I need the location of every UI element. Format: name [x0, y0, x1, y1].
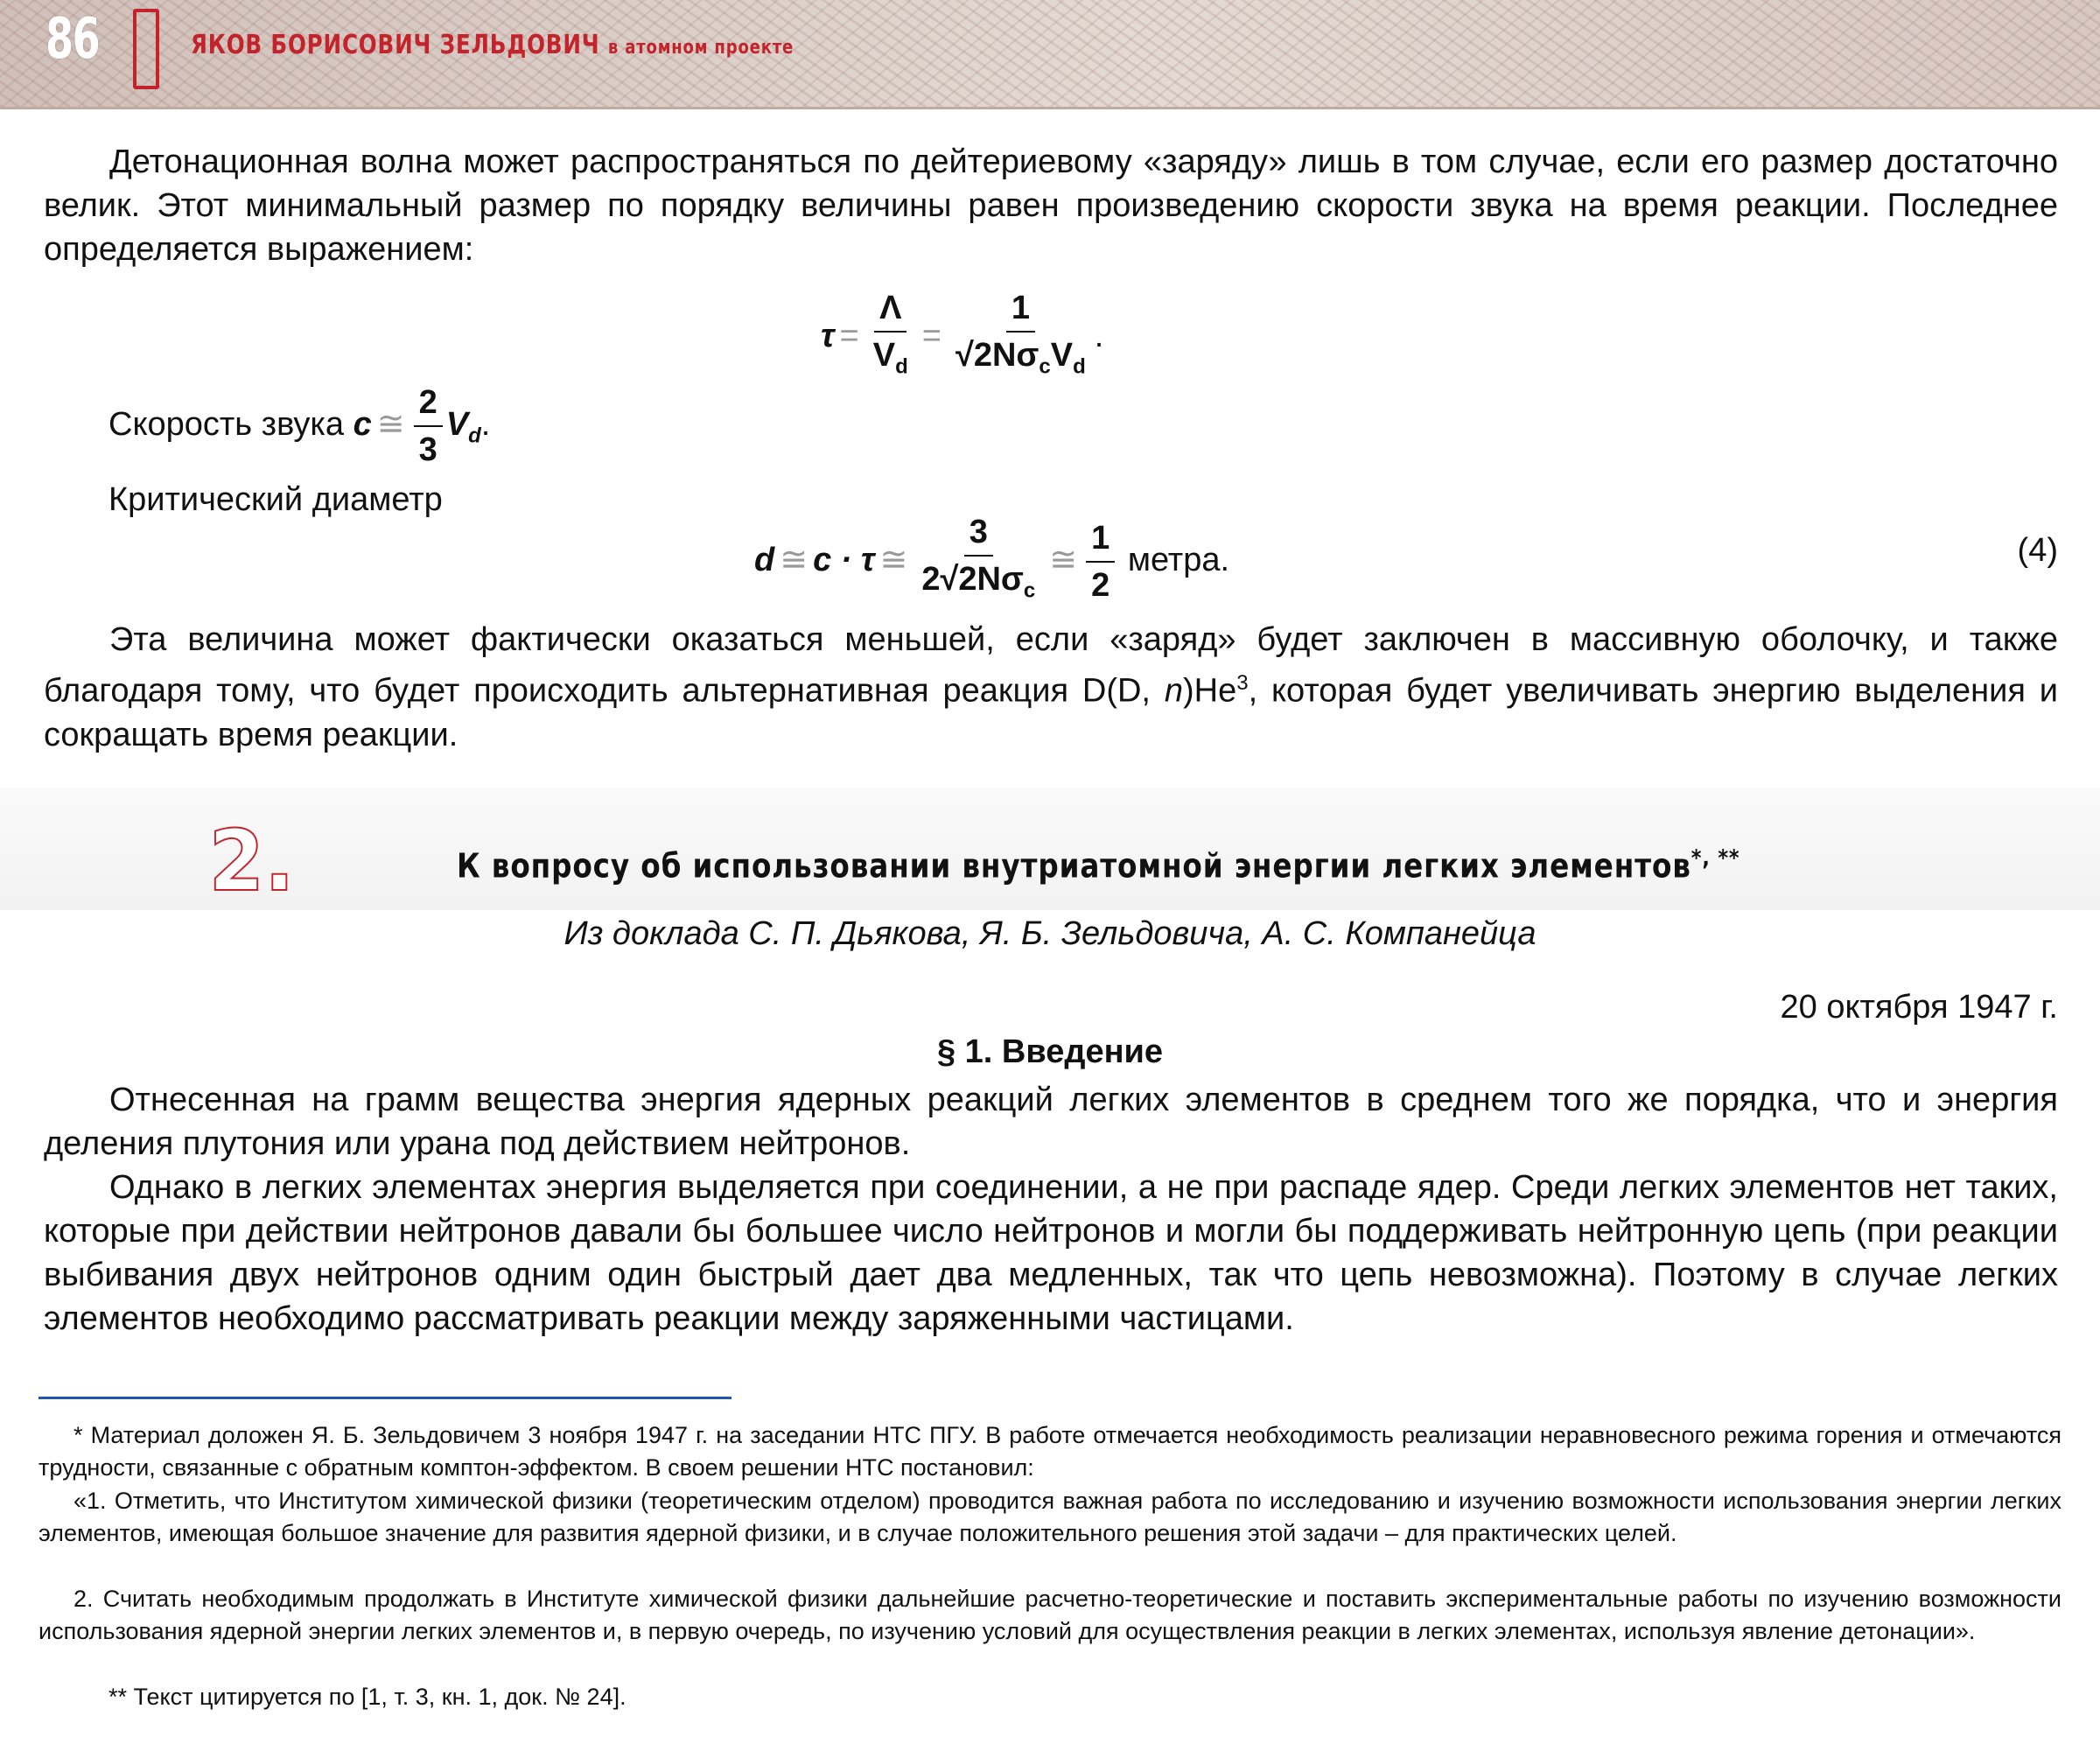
footnote-2: ** Текст цитируется по [1, т. 3, кн. 1, док. № 24]. — [108, 1684, 626, 1710]
units-word: метра. — [1127, 541, 1230, 578]
running-title-main: ЯКОВ БОРИСОВИЧ ЗЕЛЬДОВИЧ — [191, 30, 600, 60]
footnote-1-item-1: «1. Отметить, что Институтом химической физики (теоретическим отделом) проводится важная работа по исследованию и изучению возможности использования энергии легких элементов, имеющая большое значение для развития ядерной физики, и в случае положительного решения этой задачи – для практических целей. — [38, 1488, 2062, 1546]
diameter-formula: d ≅ c · τ ≅ $\frac{3}{2√2N\sigma_c}$ ≅ $\frac{1}{2}$ метра. — [754, 509, 1229, 614]
intro-paragraph-2: Эта величина может фактически оказаться меньшей, если «заряд» будет заключен в массивную оболочку, и также благодаря тому, что будет происходить альтернативная реакция D(D, n)He$^3$, которая будет увеличивать энергию выделения и сокращать время реакции. — [44, 621, 2058, 753]
document-date: 20 октября 1947 г. — [1780, 989, 2058, 1026]
tau-formula: τ = $\frac{\Lambda}{V_d}$ = $\frac{1}{√2N\sigma_cV_d}$ . — [821, 285, 1103, 390]
section-number: 2. — [208, 812, 295, 910]
sound-speed-line: Скорость звука c ≅ $\frac{2}{3}$ $V_d$. — [108, 380, 490, 473]
sound-speed-label: Скорость звука — [108, 406, 345, 444]
running-title-small: в атомном проекте — [607, 37, 794, 59]
header-red-bar — [133, 9, 159, 89]
page-number: 86 — [46, 7, 100, 72]
title-footnote-marks: *, ** — [1690, 845, 1740, 872]
critical-diameter-label: Критический диаметр — [108, 481, 443, 518]
article-title: К вопросу об использовании внутриатомной энергии легких элементов*, ** — [457, 845, 1740, 886]
section-paragraph-2: Однако в легких элементах энергия выделяется при соединении, а не при распаде ядер. Среди легких элементов нет таких, которые при действии нейтронов давали бы большее число нейтронов и могли бы поддерживать нейтронную цепь (при реакции выбивания двух нейтронов одним один быстрый дает два медленных, так что цепь невозможна). Поэтому в случае легких элементов необходимо рассматривать реакции между заряженными частицами. — [44, 1169, 2058, 1337]
footnote-1-item-2: 2. Считать необходимым продолжать в Институте химической физики дальнейшие расчетно-теоретические и поставить экспериментальные работы по изучению возможности использования ядерной энергии легких элементов и, в первую очередь, по изучению условий для осуществления реакции в легких элементах, используя явление детонации». — [38, 1586, 2062, 1644]
byline: Из доклада С. П. Дьякова, Я. Б. Зельдовича, А. С. Компанейца — [564, 915, 1536, 952]
footnote-1: * Материал доложен Я. Б. Зельдовичем 3 ноября 1947 г. на заседании НТС ПГУ. В работе отмечается необходимость реализации неравновесного режима горения и отмечаются трудности, связанные с обратным комптон-эффектом. В своем решении НТС постановил: — [38, 1422, 2062, 1481]
equation-number: (4) — [2017, 532, 2058, 569]
section-subheading: § 1. Введение — [936, 1033, 1164, 1070]
page-header — [0, 0, 2100, 109]
intro-paragraph-1: Детонационная волна может распространяться по дейтериевому «заряду» лишь в том случае, если его размер достаточно велик. Этот минимальный размер по порядку величины равен произведению скорости звука на время реакции. Последнее определяется выражением: — [44, 144, 2058, 268]
running-title — [191, 30, 794, 60]
footnote-rule — [38, 1397, 732, 1399]
section-paragraph-1: Отнесенная на грамм вещества энергия ядерных реакций легких элементов в среднем того же порядка, что и энергия деления плутония или урана под действием нейтронов. — [44, 1082, 2058, 1162]
